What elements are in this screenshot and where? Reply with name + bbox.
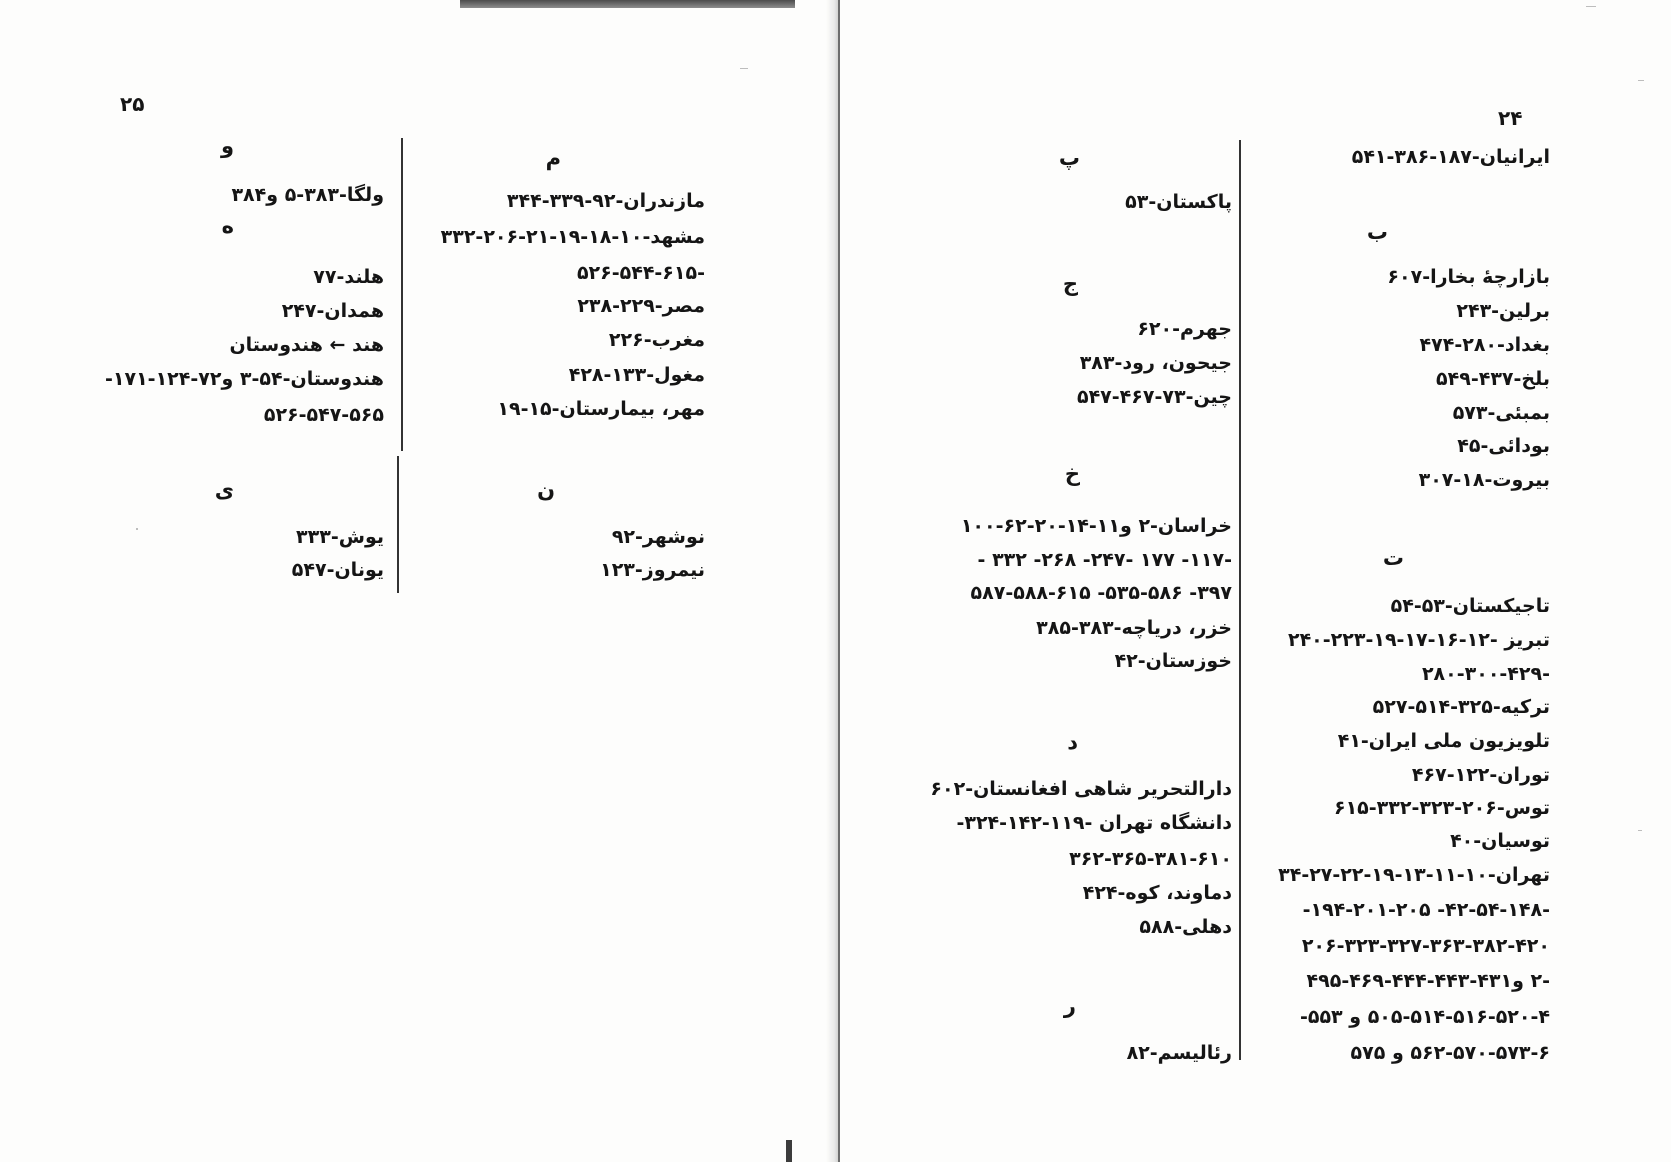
section-letter: ی xyxy=(214,478,234,502)
section-letter: و xyxy=(220,134,234,158)
index-entry: مهر، بیمارستان-۱۵-۱۹ xyxy=(497,398,705,420)
index-entry: خوزستان-۴۲ xyxy=(1114,650,1232,672)
index-entry: توسیان-۴۰ xyxy=(1450,830,1550,852)
index-entry: -۲۸۰-۳۰۰-۴۲۹ xyxy=(1421,663,1550,685)
index-entry: ۵۲۶-۵۴۷-۵۶۵ xyxy=(263,404,384,426)
index-entry: بودائی-۴۵ xyxy=(1457,435,1550,457)
index-column xyxy=(405,0,705,620)
index-entry: دانشگاه تهران -۱۱۹-۱۴۲-۳۲۴- xyxy=(956,812,1232,834)
index-entry: -۴۲-۵۴-۱۴۸- ۱۹۴-۲۰۱-۲۰۵- xyxy=(1302,899,1550,921)
index-entry: مغرب-۲۲۶ xyxy=(608,329,705,351)
index-entry: بمبئی-۵۷۳ xyxy=(1452,402,1550,424)
index-entry: -۱۱۷- ۱۷۷ -۲۴۷- ۲۶۸- ۳۳۲ - xyxy=(977,549,1232,571)
index-entry: مغول-۱۳۳-۴۲۸ xyxy=(568,364,705,386)
index-column xyxy=(898,0,1232,1070)
index-entry: هند ← هندوستان xyxy=(229,334,384,356)
index-entry: ۵۰۵-۵۱۴-۵۱۶-۵۲۰-۴ و ۵۵۳- xyxy=(1299,1006,1550,1028)
index-entry: ایرانیان-۱۸۷-۳۸۶-۵۴۱ xyxy=(1351,146,1550,168)
index-entry: تلویزیون ملی ایران-۴۱ xyxy=(1337,730,1550,752)
section-letter: ه xyxy=(221,214,234,238)
index-entry: پاکستان-۵۳ xyxy=(1125,191,1232,213)
index-entry: جیحون، رود-۳۸۳ xyxy=(1079,352,1232,374)
scan-speck xyxy=(1586,6,1596,7)
index-entry: خراسان-۲ و۱۱-۱۴-۲۰-۶۲-۱۰۰ xyxy=(960,515,1232,537)
index-entry: همدان-۲۴۷ xyxy=(281,300,384,322)
index-entry: -۵۲۶-۵۴۴-۶۱۵ xyxy=(576,262,705,284)
index-entry: بیروت-۱۸-۳۰۷ xyxy=(1418,469,1550,491)
index-column xyxy=(1248,0,1550,1070)
index-entry: مصر-۲۲۹-۲۳۸ xyxy=(577,295,705,317)
index-entry: مازندران-۹۲-۳۳۹-۳۴۴ xyxy=(506,190,705,212)
page-number: ۲۴ xyxy=(1498,106,1523,130)
index-entry: -۲ و۴۳۱-۴۴۳-۴۴۴-۴۶۹-۴۹۵ xyxy=(1306,970,1550,992)
index-entry: توران-۱۲۲-۴۶۷ xyxy=(1411,764,1550,786)
spine-mark xyxy=(786,1140,792,1162)
index-column xyxy=(80,0,384,620)
index-entry: رئالیسم-۸۲ xyxy=(1126,1042,1232,1064)
index-entry: ۲۰۶-۳۲۳-۳۲۷-۳۶۳-۳۸۲-۴۲۰ xyxy=(1301,935,1550,957)
index-entry: برلین-۲۴۳ xyxy=(1456,300,1550,322)
column-divider xyxy=(401,138,403,451)
index-entry: یونان-۵۴۷ xyxy=(291,559,384,581)
index-entry: دهلی-۵۸۸ xyxy=(1139,916,1232,938)
index-entry: دارالتحریر شاهی افغانستان-۶۰۲ xyxy=(930,778,1232,800)
scan-speck xyxy=(136,528,138,530)
index-entry: هلند-۷۷ xyxy=(313,266,384,288)
index-entry: نیمروز-۱۲۳ xyxy=(600,559,705,581)
index-entry: تهران-۱۰-۱۱-۱۳-۱۹-۲۲-۲۷-۳۴ xyxy=(1278,864,1550,886)
column-divider xyxy=(1239,140,1241,1060)
section-letter: م xyxy=(545,146,561,170)
index-entry: چین-۷۳-۴۶۷-۵۴۷ xyxy=(1076,386,1232,408)
index-entry: مشهد-۱۰-۱۸-۱۹-۲۱-۲۰۶-۳۳۲ xyxy=(440,226,705,248)
scan-speck xyxy=(1638,830,1642,831)
index-entry: بغداد-۲۸۰-۴۷۴ xyxy=(1419,334,1550,356)
right-page xyxy=(838,0,1671,1162)
section-letter: پ xyxy=(1058,146,1080,170)
gutter-shadow xyxy=(826,0,838,1162)
index-entry: تاجیکستان-۵۳-۵۴ xyxy=(1390,595,1550,617)
section-letter: ج xyxy=(1062,272,1078,296)
section-letter: ب xyxy=(1366,220,1388,244)
index-entry: بلخ-۴۳۷-۵۴۹ xyxy=(1436,368,1550,390)
binding-line xyxy=(838,0,840,1162)
section-letter: ت xyxy=(1382,546,1404,570)
index-entry: ولگا-۳۸۳-۵ و۳۸۴ xyxy=(231,184,384,206)
scan-speck xyxy=(1638,80,1644,81)
index-entry: تبریز -۱۲-۱۶-۱۷-۱۹-۲۲۳-۲۴۰ xyxy=(1287,629,1550,651)
index-entry: دماوند، کوه-۴۲۴ xyxy=(1082,882,1232,904)
index-entry: نوشهر-۹۲ xyxy=(611,526,705,548)
section-letter: د xyxy=(1067,730,1078,754)
index-entry: ۳۶۲-۳۶۵-۳۸۱-۶۱۰ xyxy=(1069,848,1232,870)
section-letter: ر xyxy=(1063,994,1076,1018)
section-letter: ن xyxy=(537,478,555,502)
index-entry: یوش-۳۳۳ xyxy=(296,526,384,548)
index-entry: بازارچهٔ بخارا-۶۰۷ xyxy=(1387,266,1550,288)
page-number: ۲۵ xyxy=(120,92,145,116)
scan-speck xyxy=(740,68,748,69)
index-entry: توس-۲۰۶-۳۲۳-۳۳۲-۶۱۵ xyxy=(1333,797,1550,819)
section-letter: خ xyxy=(1064,462,1080,486)
column-divider xyxy=(397,456,399,593)
index-entry: ۵۶۲-۵۷۰-۵۷۳-۶ و ۵۷۵ xyxy=(1350,1042,1550,1064)
index-entry: ترکیه-۳۲۵-۵۱۴-۵۲۷ xyxy=(1372,696,1550,718)
index-entry: هندوستان-۵۴-۳ و۷۲-۱۲۴-۱۷۱- xyxy=(104,368,384,390)
index-entry: جهرم-۶۲۰ xyxy=(1137,318,1232,340)
index-entry: ۳۹۷- ۵۳۵-۵۸۶- ۵۸۷-۵۸۸-۶۱۵ xyxy=(970,582,1232,604)
index-entry: خزر، دریاچه-۳۸۳-۳۸۵ xyxy=(1036,617,1232,639)
